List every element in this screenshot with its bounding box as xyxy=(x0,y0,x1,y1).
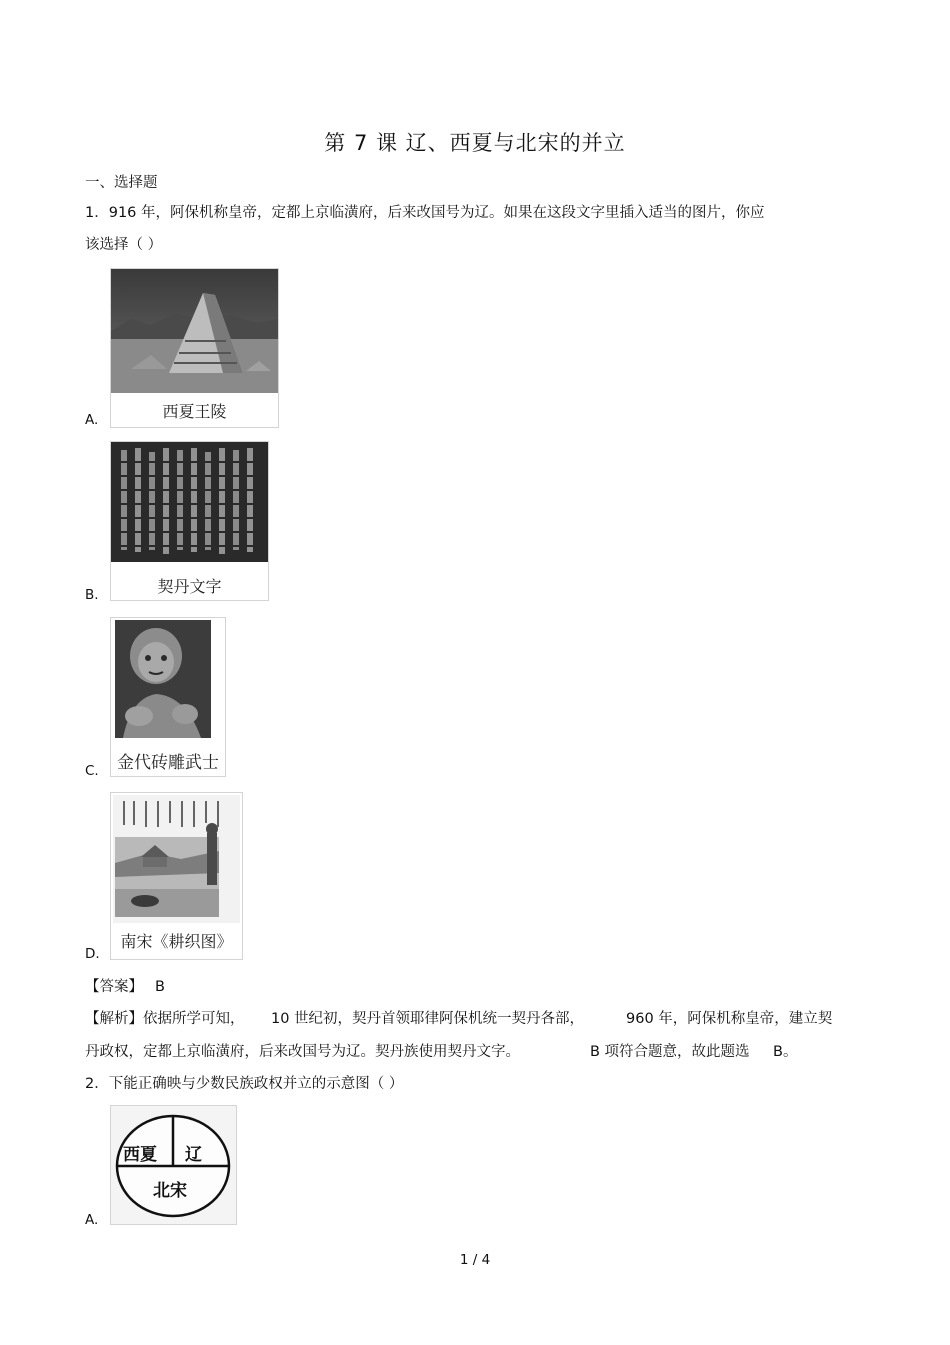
option-b-caption: 契丹文字 xyxy=(157,577,222,596)
southern-song-farming-weaving-painting xyxy=(111,793,242,925)
option-b-label: B. xyxy=(85,587,99,603)
q2-option-a-label: A. xyxy=(85,1212,99,1228)
option-a-image xyxy=(110,268,279,428)
question-1-line-2: 该选择（ ） xyxy=(85,237,163,253)
answer-line xyxy=(85,977,165,997)
analysis-text-2a: 丹政权，定都上京临潢府，后来改国号为辽。契丹族使用契丹文字。 xyxy=(85,1044,520,1060)
analysis-line-1 xyxy=(85,1009,245,1029)
analysis-text-1b: 10 世纪初，契丹首领耶律阿保机统一契丹各部， xyxy=(271,1011,585,1027)
q2-option-a-diagram xyxy=(110,1105,237,1225)
territory-circle-diagram xyxy=(111,1106,236,1224)
option-c-caption: 金代砖雕武士 xyxy=(117,753,219,773)
option-a-caption: 西夏王陵 xyxy=(162,402,227,421)
jin-brick-warrior-carving xyxy=(111,618,225,742)
question-1-line-1: 1．916 年，阿保机称皇帝，定都上京临潢府，后来改国号为辽。如果在这段文字里插入适当的图片，你应 xyxy=(85,205,765,221)
page-title: 第 7 课 辽、西夏与北宋的并立 xyxy=(324,131,626,155)
option-d-image xyxy=(110,792,243,960)
xixia-mausoleum-photo xyxy=(111,269,278,393)
answer-value: B xyxy=(155,979,165,995)
analysis-text-2c: B。 xyxy=(773,1044,798,1060)
question-2-line-1: 2．下能正确映与少数民族政权并立的示意图（ ） xyxy=(85,1076,404,1092)
diagram-label-beisong: 北宋 xyxy=(153,1181,187,1201)
analysis-text-2b: B 项符合题意，故此题选 xyxy=(590,1044,750,1060)
khitan-script-rubbing xyxy=(111,442,268,562)
option-a-label: A. xyxy=(85,412,99,428)
analysis-text-1c: 960 年，阿保机称皇帝，建立契 xyxy=(626,1011,833,1027)
option-c-label: C. xyxy=(85,763,99,779)
diagram-label-liao: 辽 xyxy=(185,1145,202,1165)
option-d-caption: 南宋《耕织图》 xyxy=(120,932,233,951)
option-b-image xyxy=(110,441,269,601)
option-c-image xyxy=(110,617,226,777)
section-heading: 一、选择题 xyxy=(85,175,158,191)
page-number: 1 / 4 xyxy=(459,1252,491,1268)
analysis-text-1a: 依据所学可知， xyxy=(143,1011,245,1027)
answer-label: 【答案】 xyxy=(85,979,143,995)
analysis-label: 【解析】 xyxy=(85,1011,143,1027)
diagram-label-xixia: 西夏 xyxy=(123,1145,157,1165)
option-d-label: D. xyxy=(85,946,100,962)
